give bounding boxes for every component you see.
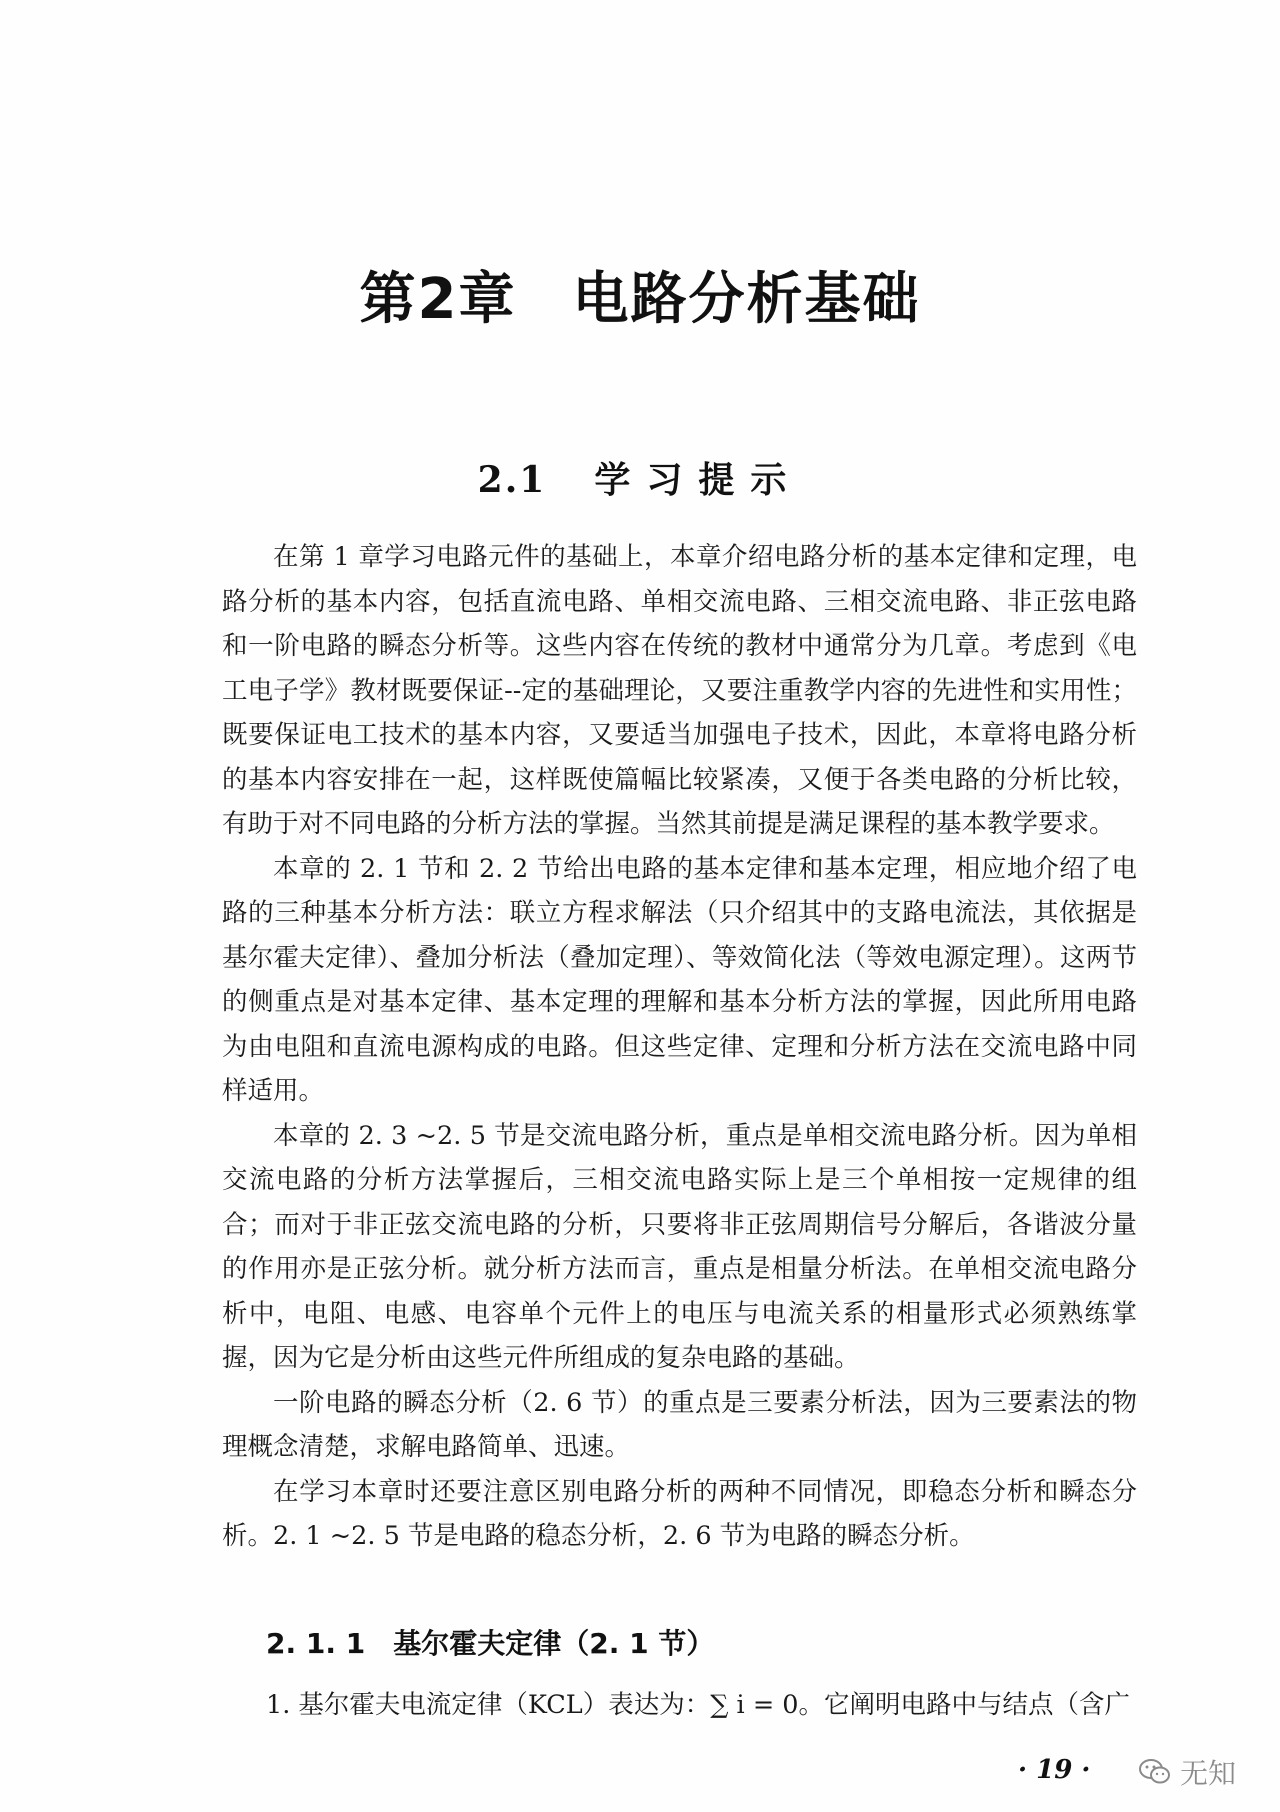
subsection-title <box>266 1622 714 1662</box>
subsection-number: 2. 1. 1 <box>266 1627 366 1660</box>
chapter-title <box>0 255 1280 335</box>
page-number: · 19 · <box>1018 1755 1091 1785</box>
paragraph: 本章的 2. 3 ~2. 5 节是交流电路分析，重点是单相交流电路分析。因为单相交流电路的分析方法掌握后，三相交流电路实际上是三个单相按一定规律的组合；而对于非正弦交流电路的分析，只要将非正弦周期信号分解后，各谐波分量的作用亦是正弦分析。就分析方法而言，重点是相量分析法。在单相交流电路分析中，电阻、电感、电容单个元件上的电压与电流关系的相量形式必须熟练掌握，因为它是分析由这些元件所组成的复杂电路的基础。 <box>222 1120 1137 1373</box>
continued-text-line: 1. 基尔霍夫电流定律（KCL）表达为：∑ i = 0。它阐明电路中与结点（含广 <box>266 1690 1131 1720</box>
paragraph: 在第 1 章学习电路元件的基础上，本章介绍电路分析的基本定律和定理，电路分析的基本内容，包括直流电路、单相交流电路、三相交流电路、非正弦电路和一阶电路的瞬态分析等。这些内容在传统的教材中通常分为几章。考虑到《电工电子学》教材既要保证--定的基础理论，又要注重教学内容的先进性和实用性；既要保证电工技术的基本内容，又要适当加强电子技术，因此，本章将电路分析的基本内容安排在一起，这样既使篇幅比较紧凑，又便于各类电路的分析比较，有助于对不同电路的分析方法的掌握。当然其前提是满足课程的基本教学要求。 <box>222 542 1137 839</box>
watermark <box>1138 1752 1236 1792</box>
section-title <box>0 452 1280 503</box>
chapter-name: 电路分析基础 <box>572 267 921 332</box>
paragraph: 在学习本章时还要注意区别电路分析的两种不同情况，即稳态分析和瞬态分析。2. 1 ~2. 5 节是电路的稳态分析，2. 6 节为电路的瞬态分析。 <box>222 1476 1137 1551</box>
chapter-number: 第2章 <box>359 267 517 332</box>
watermark-text: 无知 <box>1180 1757 1237 1790</box>
section-number: 2.1 <box>477 459 547 501</box>
section-name: 学习提示 <box>594 459 803 501</box>
paragraph: 一阶电路的瞬态分析（2. 6 节）的重点是三要素分析法，因为三要素法的物理概念清楚，求解电路简单、迅速。 <box>222 1387 1137 1462</box>
wechat-icon <box>1138 1757 1172 1787</box>
subsection-name: 基尔霍夫定律（2. 1 节） <box>393 1627 715 1660</box>
paragraph: 本章的 2. 1 节和 2. 2 节给出电路的基本定律和基本定理，相应地介绍了电路的三种基本分析方法：联立方程求解法（只介绍其中的支路电流法，其依据是基尔霍夫定律）、叠加分析法（叠加定理）、等效简化法（等效电源定理）。这两节的侧重点是对基本定律、基本定理的理解和基本分析方法的掌握，因此所用电路为由电阻和直流电源构成的电路。但这些定律、定理和分析方法在交流电路中同样适用。 <box>222 853 1137 1106</box>
body-text <box>222 535 1137 1559</box>
